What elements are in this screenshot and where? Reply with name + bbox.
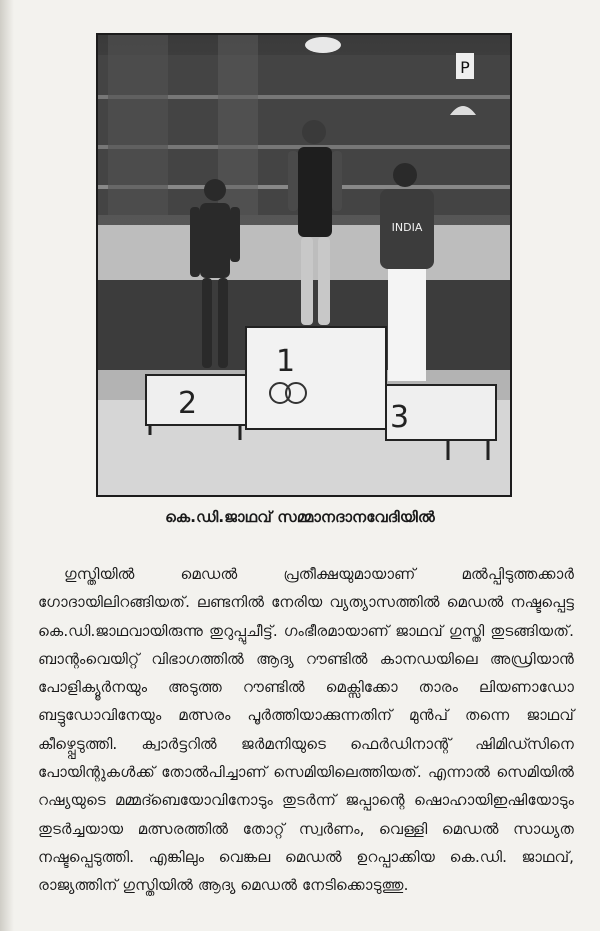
article-body <box>38 560 574 900</box>
svg-text:INDIA: INDIA <box>391 221 423 234</box>
svg-text:P: P <box>460 58 470 77</box>
svg-text:1: 1 <box>276 344 296 379</box>
podium-first <box>246 327 386 429</box>
photo-caption: കെ.ഡി.ജാഥവ് സമ്മാനദാനവേദിയിൽ <box>165 508 435 526</box>
page-edge-shadow <box>0 0 14 931</box>
svg-text:3: 3 <box>390 400 410 435</box>
podium-photo <box>96 33 512 497</box>
article-paragraph: ഗുസ്തിയിൽ മെഡൽ പ്രതീക്ഷയുമായാണ് മൽപ്പിടുത്തക്കാർ ഗോദായിലിറങ്ങിയത്. ലണ്ടനിൽ നേരിയ വ്യത്യാസത്തിൽ മെഡൽ നഷ്ടപ്പെട്ട കെ.ഡി.ജാഥവായിരുന്നു തുറുപ്പുചീട്ട്. ഗംഭീരമായാണ് ജാഥവ് ഗുസ്തി തുടങ്ങിയത്. ബാന്റംവെയിറ്റ് വിഭാഗത്തിൽ ആദ്യ റൗണ്ടിൽ കാനഡയിലെ അഡ്രിയാൻ പോളിക്യൂർനയും അടുത്ത റൗണ്ടിൽ മെക്സിക്കോ താരം ലിയണാഡോ ബട്ടുഡോവിനേയും മത്സരം പൂർത്തിയാക്കുന്നതിന് മുൻപ് തന്നെ ജാഥവ് കീഴ്പ്പെടുത്തി. ക്വാർട്ടറിൽ ജർമനിയുടെ ഫെർഡിനാന്റ് ഷിമിഡ്സിനെ പോയിന്റുകൾക്ക് തോൽപിച്ചാണ് സെമിയിലെത്തിയത്. എന്നാൽ സെമിയിൽ റഷ്യയുടെ മമ്മദ്ബെയോവിനോടും തുടർന്ന് ജപ്പാന്റെ ഷൊഹായിഇഷിയോടും തുടർച്ചയായ മത്സരത്തിൽ തോറ്റ് സ്വർണം, വെള്ളി മെഡൽ സാധ്യത നഷ്ടപ്പെടുത്തി. എങ്കിലും വെങ്കല മെഡൽ ഉറപ്പാക്കിയ കെ.ഡി. ജാഥവ്, രാജ്യത്തിന് ഗുസ്തിയിൽ ആദ്യ മെഡൽ നേടിക്കൊടുത്തു. <box>38 565 574 895</box>
svg-text:2: 2 <box>178 386 198 421</box>
bronze-medalist <box>380 163 434 381</box>
ceiling-lamp <box>305 37 341 53</box>
